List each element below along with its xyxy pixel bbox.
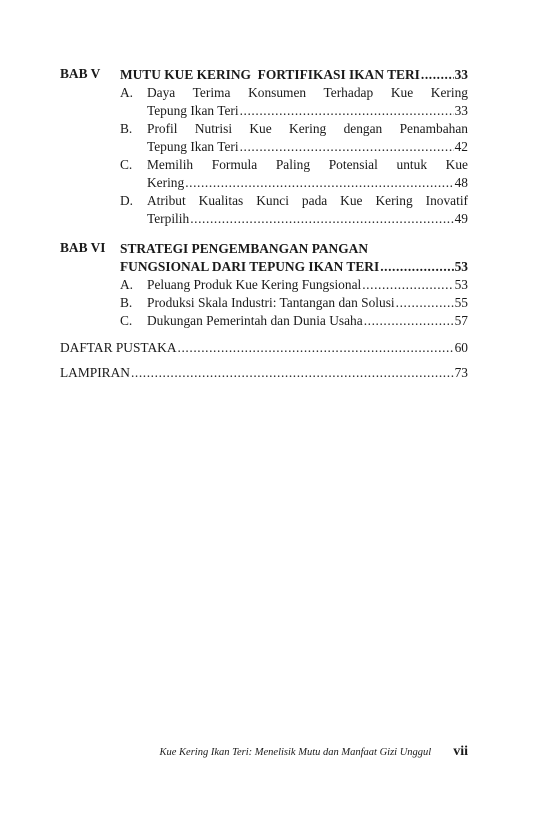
toc-entry-bab6-a [120,276,468,294]
toc-chapter-bab-vi [60,240,468,330]
page-number: 57 [454,313,468,328]
toc-entry-bab5-b [120,120,468,156]
item-letter: B. [120,295,133,310]
chapter-number: BAB V [60,66,101,81]
page-number: 60 [454,340,468,355]
page-number: 53 [454,277,468,292]
page-number: 55 [454,295,468,310]
footer-page-number: vii [453,744,468,759]
item-text-line2: Kering [147,175,185,190]
page-number: 48 [454,175,468,190]
dot-leader [240,102,454,120]
item-text-line2: Terpilih [147,211,190,226]
item-text-line1: Daya Terima Konsumen Terhadap Kue Kering [147,85,468,100]
toc-entry-chapter-title [120,258,468,276]
toc-entry-daftar-pustaka [60,339,468,357]
page-number: 42 [454,139,468,154]
footer-book-title: Kue Kering Ikan Teri: Menelisik Mutu dan Manfaat Gizi Unggul [159,747,432,758]
chapter-title: MUTU KUE KERING FORTIFIKASI IKAN TERI [120,67,420,82]
toc-entry-bab6-b [120,294,468,312]
toc-entry-bab5-d [120,192,468,228]
item-letter: A. [120,85,134,100]
dot-leader [178,339,454,357]
page-footer [60,744,468,760]
toc-entry-bab6-c [120,312,468,330]
dot-leader [421,66,454,84]
dot-leader [240,138,454,156]
chapter-number: BAB VI [60,240,106,255]
dot-leader [364,312,454,330]
toc-chapter-bab-v [60,66,468,228]
toc-entry-bab5-c [120,156,468,192]
page-number: 53 [454,259,468,274]
dot-leader [185,174,453,192]
toc-entry-chapter-title [120,66,468,84]
dot-leader [380,258,453,276]
item-text-line1: Atribut Kualitas Kunci pada Kue Kering Inovatif [147,193,468,208]
item-text-line1: Profil Nutrisi Kue Kering dengan Penambahan [147,121,468,136]
page-number: 49 [454,211,468,226]
item-text: Dukungan Pemerintah dan Dunia Usaha [147,313,363,328]
dot-leader [131,364,454,382]
item-text-line2: Tepung Ikan Teri [147,139,239,154]
entry-text: LAMPIRAN [60,365,130,380]
item-letter: D. [120,193,134,208]
page-number: 73 [454,365,468,380]
item-letter: C. [120,313,133,328]
chapter-title-line2: FUNGSIONAL DARI TEPUNG IKAN TERI [120,259,380,274]
dot-leader [362,276,453,294]
page-number: 33 [454,67,468,82]
item-text-line1: Memilih Formula Paling Potensial untuk Kue [147,157,468,172]
toc-entry-lampiran [60,364,468,382]
item-text: Peluang Produk Kue Kering Fungsional [147,277,362,292]
dot-leader [396,294,454,312]
item-letter: A. [120,277,134,292]
item-text-line2: Tepung Ikan Teri [147,103,239,118]
dot-leader [190,210,453,228]
page-number: 33 [454,103,468,118]
chapter-title-line1: STRATEGI PENGEMBANGAN PANGAN [120,241,368,256]
item-text: Produksi Skala Industri: Tantangan dan Solusi [147,295,395,310]
item-letter: B. [120,121,133,136]
entry-text: DAFTAR PUSTAKA [60,340,177,355]
toc-entry-bab5-a [120,84,468,120]
item-letter: C. [120,157,133,172]
